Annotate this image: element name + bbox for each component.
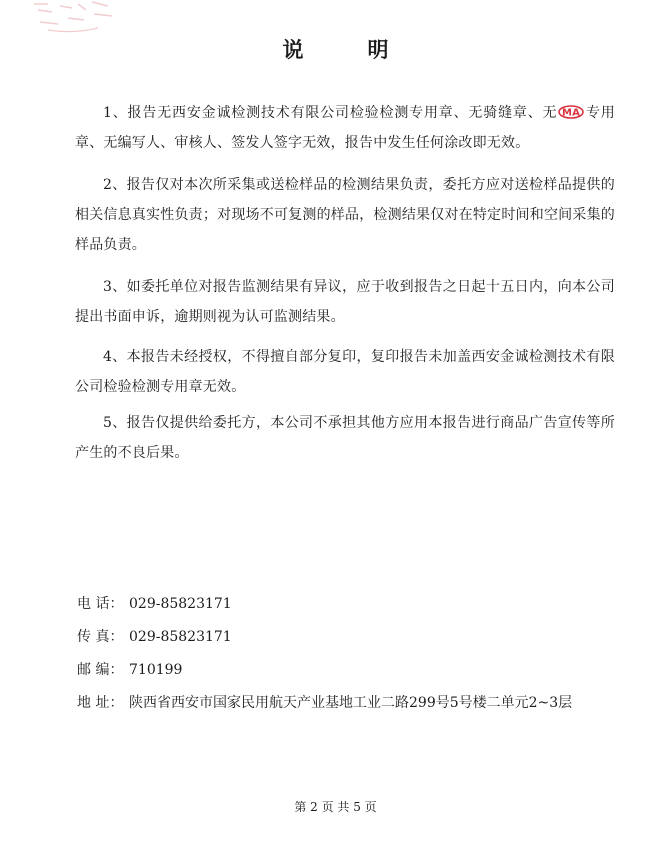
postcode-label: 邮 编：	[77, 662, 124, 678]
address-value: 陕西省西安市国家民用航天产业基地工业二路299号5号楼二单元2~3层	[129, 695, 573, 711]
page-title	[0, 34, 671, 64]
title-char-right: 明	[367, 38, 389, 62]
contact-phone	[77, 595, 232, 613]
paragraph-1-text-a: 1、报告无西安金诚检测技术有限公司检验检测专用章、无骑缝章、无	[103, 105, 558, 121]
contact-postcode	[77, 661, 182, 679]
phone-value: 029-85823171	[129, 596, 232, 612]
paragraph-4: 4、本报告未经授权，不得擅自部分复印，复印报告未加盖西安金诚检测技术有限公司检验检测专用章无效。	[75, 349, 615, 395]
paragraph-5: 5、报告仅提供给委托方，本公司不承担其他方应用本报告进行商品广告宣传等所产生的不良后果。	[75, 415, 615, 461]
fax-value: 029-85823171	[129, 629, 232, 645]
ma-certification-icon	[558, 105, 584, 119]
paragraph-3: 3、如委托单位对报告监测结果有异议，应于收到报告之日起十五日内，向本公司提出书面申诉，逾期则视为认可监测结果。	[75, 279, 615, 325]
ma-badge-text: MA	[562, 107, 581, 119]
address-label: 地 址：	[77, 695, 124, 711]
title-char-left: 说	[282, 38, 304, 62]
paragraph-2: 2、报告仅对本次所采集或送检样品的检测结果负责，委托方应对送检样品提供的相关信息真实性负责；对现场不可复测的样品，检测结果仅对在特定时间和空间采集的样品负责。	[75, 177, 615, 253]
postcode-value: 710199	[129, 662, 183, 678]
paragraph-1	[75, 98, 615, 158]
paragraph-1-text-b: 专用章、无编写人、审核人、签发人签字无效，报告中发生任何涂改即无效。	[75, 105, 616, 151]
contact-address	[77, 694, 572, 712]
contact-fax	[77, 628, 232, 646]
phone-label: 电 话：	[77, 596, 124, 612]
page-footer: 第 2 页 共 5 页	[294, 800, 377, 814]
fax-label: 传 真：	[77, 629, 124, 645]
stamp-trace-icon	[28, 0, 118, 38]
